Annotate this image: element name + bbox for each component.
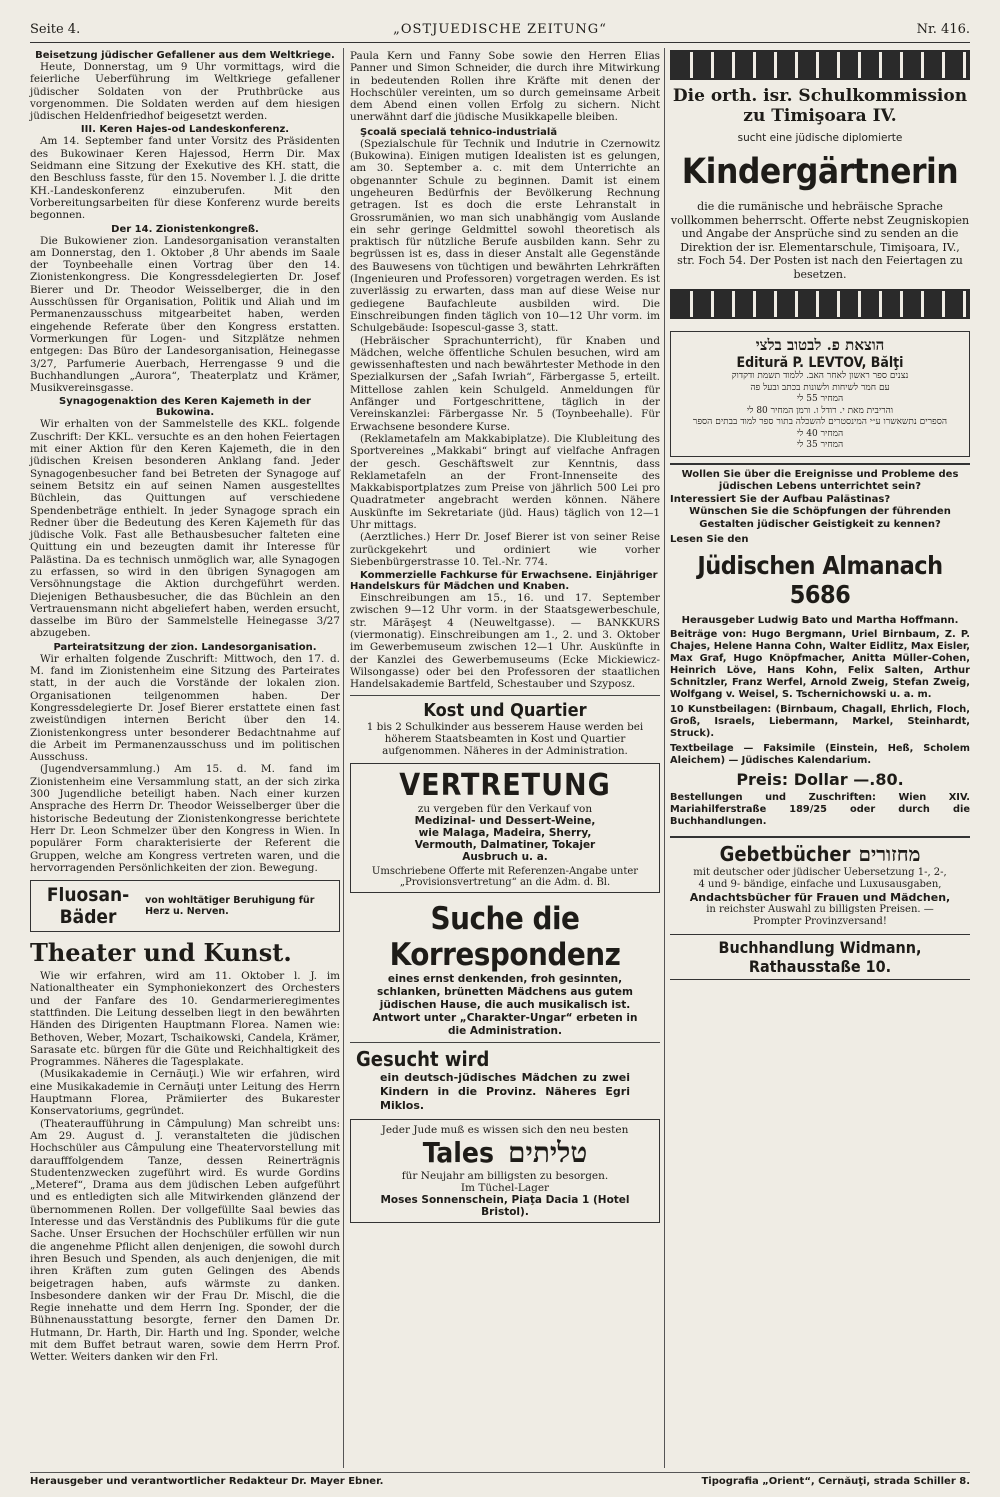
kost-ad-text: 1 bis 2 Schulkinder aus besserem Hause werden bei höherem Staatsbeamten in Kost und Quartier aufgenommen. Näheres in der Administration. (366, 720, 644, 758)
ad-line: sucht eine jüdische diplomierte (737, 132, 903, 144)
almanach-title: Jüdischen Almanach 5686 (697, 551, 943, 609)
newspaper-title: „OSTJUEDISCHE ZEITUNG“ (393, 22, 607, 37)
ad-line: Andachtsbücher für Frauen und Mädchen, (689, 891, 951, 904)
article-text: (Jugendversammlung.) Am 15. d. M. fand im Zionistenheim eine Versammlung statt, an der sich zirka 300 Jugendliche beteiligt haben. Nach einer kurzen Ansprache des Herrn Dr. Theodor Weisselberger über die historische Bedeutung der Zionistenkongresse berichtete Herr Dr. Leon Schmelzer über den Kongress in Wien. In populärer Form charakterisierte der Referent die Gruppen, welche am Kongress vertreten waren, und die hervorragenden Persönlichkeiten der zion. Bewegung. (30, 763, 340, 874)
ad-line: Umschriebene Offerte mit Referenzen-Angabe unter „Provisionsvertretung“ an die Adm. d. Bl. (371, 866, 639, 889)
article-heading: Kommerzielle Fachkurse für Erwachsene. Einjähriger Handelskurs für Mädchen und Knaben. (350, 570, 658, 593)
divider (670, 836, 970, 838)
article-text: (Musikakademie in Cernăuţi.) Wie wir erfahren, wird eine Musikakademie in Cernăuţi unter Leitung des Herrn Hauptmann Florea, Prämiierter des Bukarester Konservatoriums, gegründet. (30, 1068, 340, 1118)
hebrew-line: הספרים נתשאשרו ע״י המינסטרים להשכלה בתור ספר למוד בבתים הספר (692, 417, 948, 427)
section-heading: Theater und Kunst. (30, 938, 292, 968)
tales-heading: Tales (422, 1136, 495, 1170)
article-heading: Parteiratsitzung der zion. Landesorganisation. (53, 641, 317, 653)
kindergaertnerin-heading: Kindergärtnerin (681, 152, 959, 192)
article-text: Einschreibungen am 15., 16. und 17. September zwischen 9—12 Uhr vorm. in der Staatsgewerbeschule, str. Mărăşeşt 4 (Neuweltgasse). — BANKKURS (viermonatig). Einschreibungen am 1., 2. und 3. Oktober im Gewerbemuseum zwischen 12—1 Uhr. Auskünfte in der Kanzlei des Gewerbemuseums (Ecke Mickiewicz-Wilsongasse) oder bei den Professoren der staatlichen Handelsakademie Bartfeld, Schestauber und Szyposz. (350, 592, 660, 691)
levtov-heading: Editură P. LEVTOV, Bălţi (736, 355, 904, 371)
publisher-line: Herausgeber und verantwortlicher Redakteur Dr. Mayer Ebner. (30, 1476, 384, 1487)
fluosan-ad (30, 880, 340, 932)
almanach-intro: Lesen Sie den (670, 534, 749, 545)
article-text: (Hebräischer Sprachunterricht), für Knaben und Mädchen, welche öffentliche Schulen besuchen, wird am gewissenhaftesten und nach bewährtester Methode in den Spezialkursen der „Safah Iwriah“, Färbergasse 5, erteilt. Mittellose zahlen kein Schulgeld. Anmeldungen für Anfänger und Fortgeschrittene, täglich in der Vereinskanzlei: Färbergasse Nr. 5 (Toynbeehalle). Für Erwachsene besondere Kurse. (350, 334, 660, 433)
ad-line: Ausbruch u. a. (462, 851, 548, 864)
almanach-price: Preis: Dollar —.80. (736, 770, 904, 789)
almanach-textbeilage: Textbeilage — Faksimile (Einstein, Heß, Scholem Aleichem) — Jüdisches Kalendarium. (670, 743, 970, 766)
hebrew-line: והריבית מאת י. רודל ו. ורמן המחיר 80 לי (746, 405, 894, 416)
column-1 (30, 50, 340, 1364)
korrespondenz-text: eines ernst denkenden, froh gesinnten, schlanken, brünetten Mädchens aus gutem jüdischen Hause, die auch musikalisch ist. Antwort unter „Charakter-Ungar“ erbeten in die Administration. (372, 973, 638, 1038)
almanach-contributors: Beiträge von: Hugo Bergmann, Uriel Birnbaum, Z. P. Chajes, Helene Hanna Cohn, Walter Eidlitz, Max Eisler, Max Graf, Hugo Knöpfmacher, Anitta Müller-Cohen, Heinrich Löve, Hans Kohn, Felix Salten, Arthur Schnitzler, Franz Werfel, Arnold Zweig, Stefan Zweig, Wolfgang v. Weisel, S. Tschernichowski u. a. m. (670, 629, 970, 700)
ornament-stripe (670, 50, 970, 80)
column-2 (350, 50, 660, 1229)
article-heading: III. Keren Hajes-od Landeskonferenz. (80, 124, 290, 136)
page-header (30, 20, 970, 43)
ad-line: Vermouth, Dalmatiner, Tokajer (414, 839, 596, 852)
column-3 (670, 50, 970, 980)
ad-line: Im Tüchel-Lager (460, 1182, 550, 1195)
almanach-intro: Wollen Sie über die Ereignisse und Probleme des jüdischen Lebens unterrichtet sein? (681, 468, 959, 492)
almanach-editors: Herausgeber Ludwig Bato und Martha Hoffmann. (681, 615, 959, 626)
ad-line: zu vergeben für den Verkauf von (417, 803, 593, 816)
article-text: Paula Kern und Fanny Sobe sowie den Herren Elias Panner und Simon Schneider, die durch ihre Mitwirkung in bedeutenden Rollen ihre Kräfte mit denen der Hochschüler vereinten, um so durch gemeinsame Arbeit dem Abend einen vollen Erfolg zu sichern. Nicht unerwähnt darf die jüdische Musikkapelle bleiben. (350, 50, 660, 124)
hebrew-line: המחיר 40 לי (796, 428, 844, 439)
levtov-ad (670, 331, 970, 457)
gebetbuecher-heading: Gebetbücher (719, 842, 851, 866)
ad-line: Moses Sonnenschein, Piaţa Dacia 1 (Hotel Bristol). (380, 1194, 630, 1219)
ortho-heading: Die orth. isr. Schulkommission zu Timişoara IV. (672, 86, 968, 126)
hebrew-line: המחיר 35 לי (796, 440, 844, 450)
article-text: Heute, Donnerstag, um 9 Uhr vormittags, wird die feierliche Ueberführung im Weltkriege gefallener jüdischer Soldaten von der Pruthbrücke aus vorgenommen. Die Soldaten werden auf dem hiesigen jüdischen Heldenfriedhof beigesetzt werden. (30, 61, 340, 123)
ad-line: in reichster Auswahl zu billigsten Preisen. — Prompter Provinzversand! (706, 904, 934, 927)
article-text: Wir erhalten von der Sammelstelle des KKL. folgende Zuschrift: Der KKL. versuchte es an den hohen Feiertagen mit einer Aktion für den Keren Kajemeth, die in den jüdischen Kreisen besonderen Anklang fand. Jeder Synagogenbesucher fand bei Betreten der Synagoge auf seinem Betsitz ein auf seinen Namen ausgestelltes Büchlein, das Quittungen auf verschiedene Spendenbeträge enthielt. In jeder Synagoge sprach ein Redner über die Bedeutung des Keren Kajemeth für das jüdische Volk. Fast alle Bethausbesucher falteten eine Quittung ein und bezeugten damit ihr Interesse für Palästina. Da es technisch unmöglich war, alle Synagogen zu erfassen, so wird in den übrigen Synagogen am Versöhnungstage die Aktion durchgeführt werden. Diejenigen Bethausbesucher, die das Büchlein an den Vertrauensmann nicht abgeliefert haben, werden ersucht, dasselbe im Büro der Sammelstelle Heinegasse 3/27 abzugeben. (30, 418, 340, 640)
vertretung-ad (350, 763, 660, 893)
article-heading: Der 14. Zionistenkongreß. (111, 223, 259, 235)
tales-ad (350, 1119, 660, 1223)
page-footer (30, 1472, 970, 1487)
ad-line: Medizinal- und Dessert-Weine, (414, 815, 596, 828)
issue-number: Nr. 416. (916, 22, 970, 37)
column-rule (343, 48, 344, 1468)
page-number: Seite 4. (30, 22, 81, 37)
ad-line: wie Malaga, Madeira, Sherry, (418, 827, 592, 840)
almanach-order: Bestellungen und Zuschriften: Wien XIV. Mariahilferstraße 189/25 oder durch die Buchhandlungen. (670, 792, 970, 827)
article-text: (Theateraufführung in Câmpulung) Man schreibt uns: Am 29. August d. J. veranstalteten die jüdischen Hochschüler aus Câmpulung eine Theatervorstellung mit daraufffolgendem Tanze, dessen Reinerträgnis Studentenzwecken zugeführt wird. Es wurde Gordins „Meteref“, Drama aus dem jüdischen Leben aufgeführt und es entledigten sich alle Mitwirkenden glänzend der übernommenen Rollen. Der vollgefüllte Saal bewies das Interesse und das Verständnis des Publikums für die gute Sache. Unser Ersuchen der Hochschüler erfüllen wir nun die angenehme Pflicht allen denjenigen, die sowohl durch ihren Besuch und Spenden, als auch denjenigen, die mit ihren Kräften zum guten Gelingen des Abends beigetragen haben, aufs wärmste zu danken. Insbesondere danken wir der Frau Dr. Mischl, die die Regie innehatte und dem Herrn Ing. Sponder, der die Bühnenausstattung besorgte, ferner den Damen Dr. Hutmann, Dr. Harth, Dir. Harth und Ing. Sponder, welche mit dem Buffet betraut waren, sowie dem Herrn Prof. Wetter. Weiters danken wir den Frl. (30, 1117, 340, 1364)
gesucht-text: ein deutsch-jüdisches Mädchen zu zwei Kindern in die Provinz. Näheres Egri Miklos. (380, 1071, 630, 1113)
hebrew-line: נצנים ספר ראשון לאחר האב. ללמוד תשמת ודקדוק (731, 371, 909, 381)
divider (350, 695, 660, 696)
ad-brand: Fluosan-Bäder (46, 884, 130, 929)
article-text: Die Bukowiener zion. Landesorganisation veranstalten am Donnerstag, den 1. Oktober ,8 Uhr abends im Saale der Toynbeehalle einen Vortrag über den 14. Zionistenkongress. Die Kongressdelegierten Dr. Josef Bierer und Dr. Theodor Weisselberger, die in den Ausschüssen für Organisation, Politik und Aliah und im Permanenzausschuss mitgearbeitet haben, werden eingehende Referate über den Kongress erstatten. Vormerkungen für Logen- und Sitzplätze nehmen entgegen: Das Büro der Landesorganisation, Heinegasse 3/27, Parfumerie Auerbach, Herrengasse 9 und die Buchhandlungen „Aurora“, Theaterplatz und Krämer, Musikvereinsgasse. (30, 234, 340, 395)
article-text: (Reklametafeln am Makkabiplatze). Die Klubleitung des Sportvereines „Makkabi“ bringt auf vielfache Anfragen der gesch. Geschäftswelt zur Kenntnis, dass Reklametafeln an der Front-Innenseite des Makkabisportplatzes zum Preise von jährlich 500 Lei pro Quadratmeter angebracht werden können. Nähere Auskünfte im Sekretariate (jüd. Haus) täglich von 12—1 Uhr mittags. (350, 432, 660, 531)
vertretung-heading: VERTRETUNG (399, 768, 611, 804)
almanach-intro: Wünschen Sie die Schöpfungen der führenden Gestalten jüdischer Geistigkeit zu kennen? (689, 506, 951, 530)
article-text: (Spezialschule für Technik und Indutrie in Czernowitz (Bukowina). Einigen mutigen Idealisten ist es gelungen, am 30. September a. c. mit dem Unterrichte an obgenannter Schule zu beginnen. Damit ist einem ungeheuren Bedürfnis der Bevölkerung Rechnung getragen. Ist es doch die erste Lehranstalt in Grossrumänien, wo man sich unabhängig vom Auslande ein sehr geringe Geldmittel sowohl theoretisch als praktisch für nützliche Berufe ausbilden kann. Sehr zu begrüssen ist es, dass in dieser Anstalt alle Gegenstände des Bauwesens von tüchtigen und bewährten Lehrkräften (Ingenieuren und Professoren) vorgetragen werden. Es ist zuverlässig zu erwarten, dass man auf diese Weise nur gediegene Baufachleute ausbilden wird. Die Einschreibungen finden täglich von 10—12 Uhr vorm. im Schulgebäude: Isopescul-gasse 3, statt. (350, 137, 660, 335)
widmann-shop: Buchhandlung Widmann, Rathausstaße 10. (670, 934, 970, 980)
ortho-text: die die rumänische und hebräische Sprache vollkommen beherrscht. Offerte nebst Zeugniskopien und Angabe der Ansprüche sind zu senden an die Direktion der isr. Elementarschule, Timişoara, IV., str. Foch 54. Der Posten ist nach den Feiertagen zu besetzen. (670, 200, 970, 281)
almanach-art: 10 Kunstbeilagen: (Birnbaum, Chagall, Ehrlich, Floch, Groß, Israels, Liebermann, Markel, Steinhardt, Struck). (670, 704, 970, 739)
printer-line: Tipografia „Orient“, Cernăuţi, strada Schiller 8. (701, 1476, 970, 1487)
ad-line: mit deutscher oder jüdischer Uebersetzung 1-, 2-, 4 und 9- bändige, einfache und Luxusausgaben, (693, 867, 947, 890)
article-text: (Aerztliches.) Herr Dr. Josef Bierer ist von seiner Reise zurückgekehrt und ordiniert wie vorher Siebenbürgerstrasse 10. Tel.-Nr. 774. (350, 531, 660, 568)
divider (670, 463, 970, 465)
article-heading: Şcoală specială tehnico-industrială (360, 126, 558, 138)
almanach-intro: Interessiert Sie der Aufbau Palästinas? (670, 493, 891, 505)
article-text: Am 14. September fand unter Vorsitz des Präsidenten des Bukowinaer Keren Hajessod, Herrn Dir. Max Seidmann eine Sitzung der Exekutive des KH. statt, die den Beschluss fasste, für den 15. November l. J. die dritte KH.-Landeskonferenz einzuberufen. Mit den Vorbereitungsarbeiten für diese Konferenz wurde bereits begonnen. (30, 135, 340, 222)
ornament-stripe (670, 289, 970, 319)
tales-hebrew: טליתים (508, 1136, 588, 1170)
gebetbuecher-hebrew: מחזורים (858, 842, 921, 866)
ad-line: für Neujahr am billigsten zu besorgen. (401, 1170, 609, 1183)
ad-line: Jeder Jude muß es wissen sich den neu besten (381, 1124, 629, 1137)
korrespondenz-heading: Suche die Korrespondenz (389, 901, 621, 974)
levtov-hebrew-heading: הוצאת פ. לבטוב בלצי (755, 336, 885, 354)
kost-ad-heading: Kost und Quartier (423, 699, 587, 721)
article-text: Wir erhalten folgende Zuschrift: Mittwoch, den 17. d. M. fand im Zionistenheim eine Sitzung des Parteirates statt, in der auch die Vorstände der lokalen zion. Organisationen teilgenommen haben. Der Kongressdelegierte Dr. Josef Bierer erstattete einen fast zweistündigen internen Bericht über den 14. Zionistenkongress unter besonderer Bedachtnahme auf die Arbeit im Permanenzausschuss und im politischen Ausschuss. (30, 652, 340, 764)
gesucht-heading: Gesucht wird (356, 1047, 490, 1072)
column-rule (664, 48, 665, 1468)
hebrew-line: המחיר 55 לי (796, 394, 844, 404)
hebrew-line: עם חמר לשיחות ולשונות בכתב ובעל פה (750, 382, 890, 393)
divider (350, 1042, 660, 1043)
article-heading: Beisetzung jüdischer Gefallener aus dem Weltkriege. (35, 50, 335, 61)
ad-text: von wohltätiger Beruhigung für Herz u. Nerven. (145, 895, 315, 918)
article-text: Wie wir erfahren, wird am 11. Oktober l. J. im Nationaltheater ein Symphoniekonzert des Orchesters und der Fanfare des 10. Gendarmerieregimentes stattfinden. Die Leitung desselben liegt in den bewährten Händen des Dirigenten Hauptmann Florea. Namen wie: Bethoven, Weber, Mozart, Tschaikowski, Candela, Krämer, Sarasate etc. bürgen für die Güte und Reichhaltigkeit des Programmes. Näheres die Tagesplakate. (30, 970, 340, 1069)
article-heading: Synagogenaktion des Keren Kajemeth in der Bukowina. (59, 396, 311, 419)
